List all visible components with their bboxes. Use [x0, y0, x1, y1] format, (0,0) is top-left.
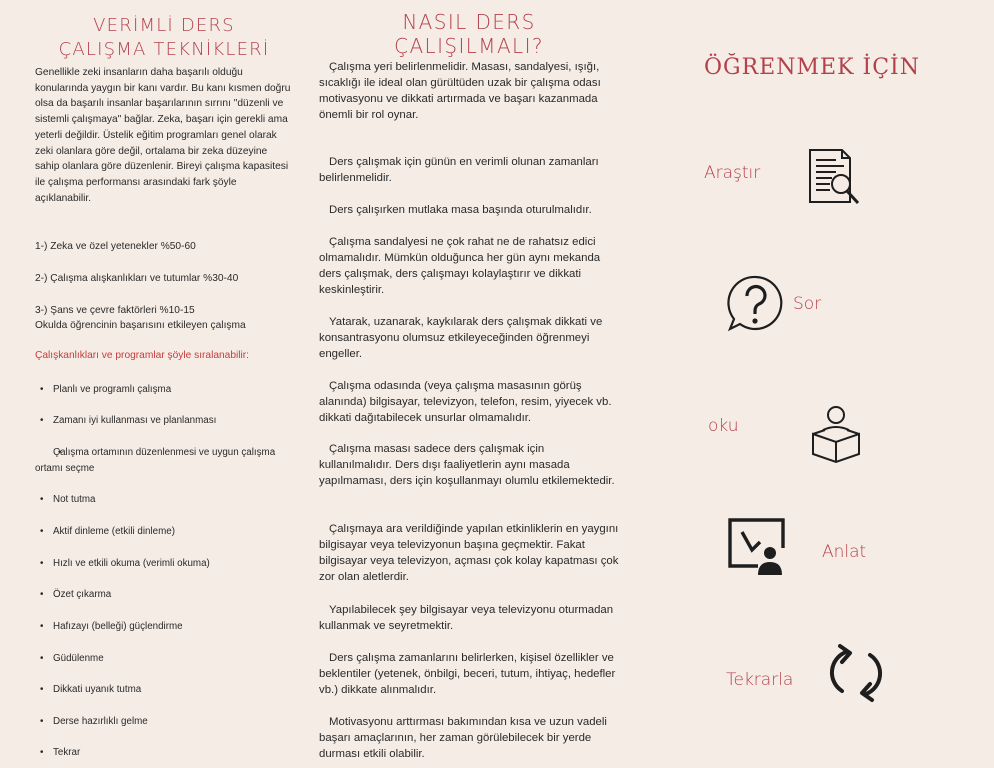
list-item: • Hızlı ve etkili okuma (verimli okuma) [35, 556, 291, 572]
to-learn-title: ÖĞRENMEK İÇİN [704, 55, 920, 80]
factor-habits: 2-) Çalışma alışkanlıkları ve tutumlar %30-40 [35, 273, 239, 284]
list-item: • Özet çıkarma [35, 587, 291, 603]
tip-paragraph: Çalışma masası sadece ders çalışmak için kullanılmalıdır. Ders dışı faaliyetlerin aynı masada yapılmaması, ders için koşullanmayı olumlu etkilemektedir. [319, 443, 615, 487]
question-bubble-icon [726, 274, 786, 334]
list-item: • Zamanı iyi kullanması ve planlanması [35, 413, 291, 429]
tip-paragraph: Yatarak, uzanarak, kaykılarak ders çalışmak dikkati ve konsantrasyonu olumsuz etkileyeceğinden öğrenmeyi engeller. [319, 316, 603, 360]
step-research-label: Araştır [704, 163, 761, 183]
step-ask-label: Sor [793, 294, 822, 314]
step-repeat-label: Tekrarla [726, 670, 794, 690]
techniques-title-line1: VERİMLİ DERS [93, 15, 235, 36]
factor-note: Okulda öğrencinin başarısını etkileyen çalışma [35, 320, 246, 331]
presentation-icon [726, 516, 788, 578]
list-item: • Dikkati uyanık tutma [35, 682, 291, 698]
tip-paragraph: Yapılabilecek şey bilgisayar veya televizyonu oturmadan kullanmak ve seyretmektir. [319, 604, 614, 632]
techniques-title [35, 14, 293, 62]
reading-person-icon [809, 404, 863, 466]
repeat-arrows-icon [828, 643, 884, 703]
tip-paragraph: Motivasyonu arttırması bakımından kısa ve uzun vadeli başarı amaçlarının, her zaman görülebilecek bir yerde durması etkili olabilir. [319, 716, 607, 760]
intro-paragraph: Genellikle zeki insanların daha başarılı olduğu konularında yaygın bir kanı vardır. Bu kanı kısmen doğru olsa da başarılı insanlar başarılarının sırrını "düzenli ve sistemli çalışmaya" bağlar. Zeka, başarı için gerekli ama yeterli değildir. Üstelik eğitim programları genel olarak zeki olanlara göre değil, ortalama bir zeka düzeyine sahip olanlara göre düzenlenir. Bireyi çalışma kapasitesi ile çalışma performansı arasındaki fark şöyle açıklanabilir. [35, 67, 291, 204]
tip-paragraph: Çalışma odasında (veya çalışma masasının görüş alanında) bilgisayar, televizyon, telefon, resim, yiyecek vb. dikkati dağıtabilecek unsurlar olmamalıdır. [319, 380, 612, 424]
list-item: • Derse hazırlıklı gelme [35, 714, 291, 730]
step-read-label: oku [708, 416, 739, 436]
tip-paragraph: Çalışma yeri belirlenmelidir. Masası, sandalyesi, ışığı, sıcaklığı ile ideal olan gürültüden uzak bir çalışma odası motivasyonu ve dikkati artırmada ve başarı kazanmada önemli bir rol oynar. [319, 61, 601, 121]
how-to-study-title-line1: NASIL DERS [402, 10, 536, 34]
list-item: • Not tutma [35, 492, 291, 508]
factor-luck: 3-) Şans ve çevre faktörleri %10-15 [35, 305, 195, 316]
list-item: • Aktif dinleme (etkili dinleme) [35, 524, 291, 540]
tip-paragraph: Ders çalışırken mutlaka masa başında oturulmalıdır. [329, 204, 592, 216]
column-how-to-study [319, 0, 619, 760]
list-item: • Çalışma ortamının düzenlenmesi ve uygun çalışma ortamı seçme [35, 445, 291, 476]
step-explain-label: Anlat [822, 542, 867, 562]
list-item: • Hafızayı (belleği) güçlendirme [35, 619, 291, 635]
column-study-techniques [35, 0, 293, 758]
column-to-learn [660, 0, 994, 768]
how-to-study-title-line2: ÇALIŞILMALI? [394, 34, 544, 58]
research-document-icon [806, 146, 866, 208]
techniques-title-line2: ÇALIŞMA TEKNİKLERİ [58, 39, 270, 60]
habits-heading: Çalışkanlıkları ve programlar şöyle sıralanabilir: [35, 350, 250, 361]
list-item: • Tekrar [35, 745, 291, 761]
tip-paragraph: Çalışma sandalyesi ne çok rahat ne de rahatsız edici olmamalıdır. Mümkün olduğunca her gün aynı mekanda ders çalışmak, ders çalışmayı kolaylaştırır ve dikkati keskinleştirir. [319, 236, 601, 296]
how-to-study-title [319, 10, 619, 58]
tip-paragraph: Ders çalışmak için günün en verimli olunan zamanları belirlenmelidir. [319, 156, 599, 184]
tip-paragraph: Ders çalışma zamanlarını belirlerken, kişisel özellikler ve beklentiler (yetenek, önbilgi, beceri, tutum, ihtiyaç, hedefler vb.) dikkate alınmalıdır. [319, 652, 616, 696]
factor-intelligence: 1-) Zeka ve özel yetenekler %50-60 [35, 241, 196, 252]
list-item: • Güdülenme [35, 651, 291, 667]
tip-paragraph: Çalışmaya ara verildiğinde yapılan etkinliklerin en yaygını bilgisayar veya televizyonun başına geçmektir. Fakat bilgisayar veya televizyon, açması çok kolay kapatması çok zor olan aletlerdir. [319, 523, 619, 583]
list-item: • Planlı ve programlı çalışma [35, 382, 291, 398]
